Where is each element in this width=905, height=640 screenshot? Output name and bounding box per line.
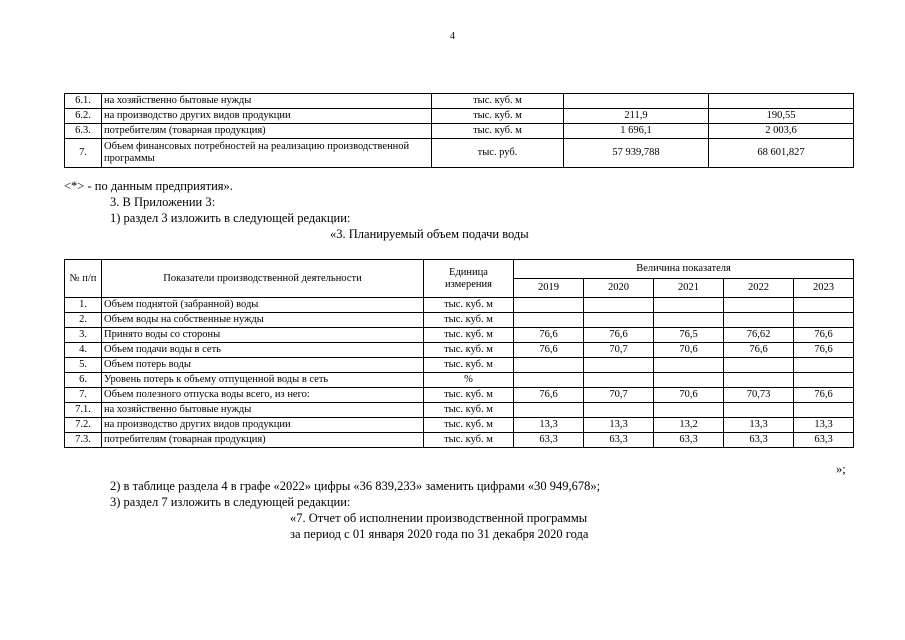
header-year: 2023 <box>794 279 854 298</box>
row-value: 1 696,1 <box>564 124 709 139</box>
row-value <box>654 373 724 388</box>
row-name: Объем воды на собственные нужды <box>102 313 424 328</box>
row-value: 63,3 <box>654 433 724 448</box>
row-name: Объем потерь воды <box>102 358 424 373</box>
row-value <box>794 373 854 388</box>
row-unit: тыс. куб. м <box>424 313 514 328</box>
row-name: на производство других видов продукции <box>102 418 424 433</box>
row-value <box>584 403 654 418</box>
row-number: 7. <box>65 139 102 168</box>
row-value <box>654 313 724 328</box>
row-value <box>724 298 794 313</box>
row-number: 4. <box>65 343 102 358</box>
row-name: потребителям (товарная продукция) <box>102 124 432 139</box>
row-value <box>724 358 794 373</box>
header-year: 2019 <box>514 279 584 298</box>
table-row <box>65 313 854 328</box>
row-name: на хозяйственно бытовые нужды <box>102 403 424 418</box>
header-unit: Единица измерения <box>424 260 514 298</box>
row-value <box>794 313 854 328</box>
header-num: № п/п <box>65 260 102 298</box>
paragraph-section-7: 3) раздел 7 изложить в следующей редакции: <box>110 495 351 509</box>
row-value: 76,6 <box>514 328 584 343</box>
finance-table <box>64 93 854 168</box>
row-number: 7.3. <box>65 433 102 448</box>
row-value <box>584 373 654 388</box>
row-value: 63,3 <box>584 433 654 448</box>
row-value: 76,6 <box>514 388 584 403</box>
row-value: 13,3 <box>514 418 584 433</box>
table-row <box>65 139 854 168</box>
section-7-title-line-1: «7. Отчет об исполнении производственной программы <box>290 511 588 525</box>
header-indicators: Показатели производственной деятельности <box>102 260 424 298</box>
row-value: 13,2 <box>654 418 724 433</box>
header-year: 2021 <box>654 279 724 298</box>
row-value: 70,6 <box>654 388 724 403</box>
row-number: 1. <box>65 298 102 313</box>
table-row <box>65 433 854 448</box>
row-name: Принято воды со стороны <box>102 328 424 343</box>
row-unit: тыс. куб. м <box>432 109 564 124</box>
row-value: 76,6 <box>724 343 794 358</box>
row-value: 2 003,6 <box>709 124 854 139</box>
row-value: 190,55 <box>709 109 854 124</box>
row-value <box>794 403 854 418</box>
row-unit: тыс. куб. м <box>424 328 514 343</box>
row-value <box>654 403 724 418</box>
table-row <box>65 418 854 433</box>
row-unit: тыс. куб. м <box>424 298 514 313</box>
row-value <box>514 403 584 418</box>
section-7-title-line-2: за период с 01 января 2020 года по 31 декабря 2020 года <box>290 527 589 541</box>
row-value <box>654 298 724 313</box>
row-value: 76,62 <box>724 328 794 343</box>
header-year: 2020 <box>584 279 654 298</box>
row-name: Объем поднятой (забранной) воды <box>102 298 424 313</box>
row-value <box>584 358 654 373</box>
row-name: Объем подачи воды в сеть <box>102 343 424 358</box>
row-value: 68 601,827 <box>709 139 854 168</box>
row-value: 63,3 <box>514 433 584 448</box>
row-unit: тыс. куб. м <box>432 94 564 109</box>
table-row <box>65 94 854 109</box>
row-value: 70,73 <box>724 388 794 403</box>
row-value <box>584 298 654 313</box>
row-name: Уровень потерь к объему отпущенной воды в сеть <box>102 373 424 388</box>
table-row <box>65 343 854 358</box>
row-value: 70,7 <box>584 343 654 358</box>
row-value: 70,6 <box>654 343 724 358</box>
row-value: 63,3 <box>724 433 794 448</box>
row-value: 76,6 <box>584 328 654 343</box>
row-value: 13,3 <box>724 418 794 433</box>
row-value: 63,3 <box>794 433 854 448</box>
paragraph-appendix-3: 3. В Приложении 3: <box>110 195 216 209</box>
row-number: 7. <box>65 388 102 403</box>
header-year: 2022 <box>724 279 794 298</box>
row-unit: тыс. куб. м <box>424 433 514 448</box>
row-value <box>654 358 724 373</box>
table-row <box>65 358 854 373</box>
row-value: 13,3 <box>584 418 654 433</box>
table-row <box>65 298 854 313</box>
row-name: на хозяйственно бытовые нужды <box>102 94 432 109</box>
row-number: 6.1. <box>65 94 102 109</box>
row-value: 76,5 <box>654 328 724 343</box>
water-supply-table <box>64 259 854 448</box>
row-value: 76,6 <box>794 388 854 403</box>
table-row <box>65 124 854 139</box>
row-value <box>514 313 584 328</box>
row-value <box>584 313 654 328</box>
table-row <box>65 403 854 418</box>
footnote: <*> - по данным предприятия». <box>64 179 233 193</box>
row-number: 5. <box>65 358 102 373</box>
row-number: 6. <box>65 373 102 388</box>
row-value: 76,6 <box>794 343 854 358</box>
row-value: 211,9 <box>564 109 709 124</box>
row-unit: % <box>424 373 514 388</box>
page-number: 4 <box>450 31 455 42</box>
row-number: 3. <box>65 328 102 343</box>
section-3-title: «3. Планируемый объем подачи воды <box>330 227 529 241</box>
row-value <box>564 94 709 109</box>
row-unit: тыс. куб. м <box>432 124 564 139</box>
row-unit: тыс. куб. м <box>424 388 514 403</box>
row-number: 6.3. <box>65 124 102 139</box>
row-number: 7.1. <box>65 403 102 418</box>
row-value: 76,6 <box>794 328 854 343</box>
row-number: 7.2. <box>65 418 102 433</box>
row-value: 70,7 <box>584 388 654 403</box>
row-value <box>514 298 584 313</box>
row-value <box>724 403 794 418</box>
table-row <box>65 388 854 403</box>
row-value <box>514 373 584 388</box>
row-value: 76,6 <box>514 343 584 358</box>
closing-quote: »; <box>836 462 846 476</box>
row-value <box>724 313 794 328</box>
row-name: Объем финансовых потребностей на реализацию производственной программы <box>102 139 432 168</box>
row-value <box>724 373 794 388</box>
row-name: на производство других видов продукции <box>102 109 432 124</box>
row-name: потребителям (товарная продукция) <box>102 433 424 448</box>
row-value <box>514 358 584 373</box>
row-unit: тыс. куб. м <box>424 358 514 373</box>
row-value <box>794 298 854 313</box>
row-value: 13,3 <box>794 418 854 433</box>
row-value <box>794 358 854 373</box>
paragraph-section-3: 1) раздел 3 изложить в следующей редакции: <box>110 211 351 225</box>
header-value: Величина показателя <box>514 260 854 279</box>
paragraph-table-4: 2) в таблице раздела 4 в графе «2022» цифры «36 839,233» заменить цифрами «30 949,678»; <box>110 479 601 493</box>
row-unit: тыс. куб. м <box>424 403 514 418</box>
row-unit: тыс. куб. м <box>424 343 514 358</box>
row-value: 57 939,788 <box>564 139 709 168</box>
table-row <box>65 109 854 124</box>
table-row <box>65 373 854 388</box>
table-row <box>65 328 854 343</box>
row-unit: тыс. руб. <box>432 139 564 168</box>
row-unit: тыс. куб. м <box>424 418 514 433</box>
row-number: 6.2. <box>65 109 102 124</box>
row-name: Объем полезного отпуска воды всего, из него: <box>102 388 424 403</box>
row-value <box>709 94 854 109</box>
row-number: 2. <box>65 313 102 328</box>
